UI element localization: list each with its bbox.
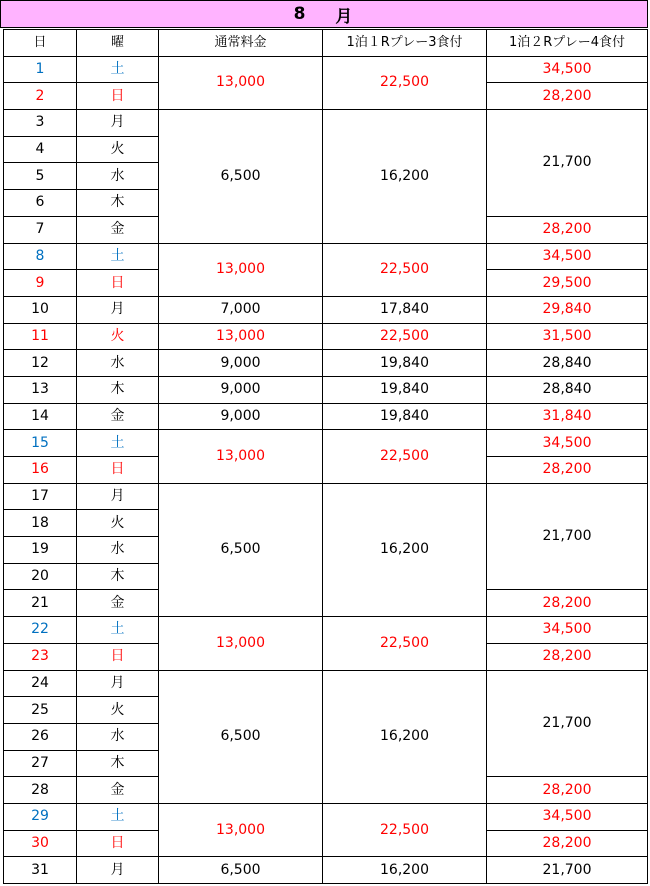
plan-1r-price-cell: 17,840 [323, 296, 487, 323]
table-row [4, 323, 648, 350]
table-row [4, 857, 648, 884]
day-cell: 1 [4, 56, 77, 83]
weekday-cell: 水 [77, 537, 159, 564]
weekday-cell: 水 [77, 163, 159, 190]
day-cell: 21 [4, 590, 77, 617]
plan-2r-price-cell: 28,200 [487, 643, 648, 670]
weekday-cell: 月 [77, 857, 159, 884]
header-day: 日 [4, 30, 77, 57]
regular-price-cell: 6,500 [159, 483, 323, 616]
day-cell: 24 [4, 670, 77, 697]
day-cell: 25 [4, 697, 77, 724]
day-cell: 19 [4, 537, 77, 564]
table-row [4, 430, 648, 457]
regular-price-cell: 13,000 [159, 56, 323, 109]
day-cell: 13 [4, 376, 77, 403]
plan-1r-price-cell: 22,500 [323, 243, 487, 296]
header-plan-1r: 1泊１Rプレー3食付 [323, 30, 487, 57]
day-cell: 18 [4, 510, 77, 537]
plan-1r-price-cell: 22,500 [323, 803, 487, 856]
weekday-cell: 木 [77, 190, 159, 217]
plan-2r-price-cell: 34,500 [487, 803, 648, 830]
weekday-cell: 木 [77, 376, 159, 403]
regular-price-cell: 9,000 [159, 376, 323, 403]
plan-1r-price-cell: 22,500 [323, 56, 487, 109]
table-row [4, 670, 648, 697]
table-row [4, 617, 648, 644]
regular-price-cell: 6,500 [159, 670, 323, 803]
plan-2r-price-cell: 21,700 [487, 857, 648, 884]
header-weekday: 曜 [77, 30, 159, 57]
day-cell: 2 [4, 83, 77, 110]
plan-1r-price-cell: 19,840 [323, 403, 487, 430]
weekday-cell: 土 [77, 243, 159, 270]
weekday-cell: 土 [77, 56, 159, 83]
day-cell: 6 [4, 190, 77, 217]
header-row [4, 30, 648, 57]
plan-1r-price-cell: 16,200 [323, 110, 487, 243]
table-row [4, 110, 648, 137]
plan-2r-price-cell: 21,700 [487, 110, 648, 217]
day-cell: 5 [4, 163, 77, 190]
day-cell: 17 [4, 483, 77, 510]
day-cell: 22 [4, 617, 77, 644]
table-row [4, 403, 648, 430]
table-row [4, 243, 648, 270]
day-cell: 15 [4, 430, 77, 457]
weekday-cell: 日 [77, 830, 159, 857]
plan-1r-price-cell: 16,200 [323, 483, 487, 616]
weekday-cell: 水 [77, 350, 159, 377]
regular-price-cell: 9,000 [159, 350, 323, 377]
weekday-cell: 土 [77, 803, 159, 830]
plan-2r-price-cell: 34,500 [487, 430, 648, 457]
day-cell: 4 [4, 136, 77, 163]
day-cell: 14 [4, 403, 77, 430]
plan-2r-price-cell: 28,200 [487, 830, 648, 857]
month-unit: 月 [335, 6, 355, 27]
price-table [3, 29, 648, 884]
table-row [4, 483, 648, 510]
weekday-cell: 金 [77, 777, 159, 804]
plan-2r-price-cell: 34,500 [487, 617, 648, 644]
weekday-cell: 木 [77, 563, 159, 590]
day-cell: 8 [4, 243, 77, 270]
month-number: 8 [293, 4, 308, 24]
weekday-cell: 水 [77, 723, 159, 750]
table-body [4, 56, 648, 883]
weekday-cell: 金 [77, 590, 159, 617]
plan-2r-price-cell: 28,200 [487, 457, 648, 484]
day-cell: 11 [4, 323, 77, 350]
day-cell: 9 [4, 270, 77, 297]
weekday-cell: 日 [77, 83, 159, 110]
weekday-cell: 火 [77, 136, 159, 163]
table-row [4, 296, 648, 323]
plan-1r-price-cell: 16,200 [323, 670, 487, 803]
weekday-cell: 木 [77, 750, 159, 777]
weekday-cell: 金 [77, 403, 159, 430]
plan-2r-price-cell: 28,200 [487, 590, 648, 617]
weekday-cell: 日 [77, 457, 159, 484]
day-cell: 10 [4, 296, 77, 323]
plan-2r-price-cell: 34,500 [487, 56, 648, 83]
plan-1r-price-cell: 22,500 [323, 617, 487, 670]
table-row [4, 803, 648, 830]
plan-1r-price-cell: 16,200 [323, 857, 487, 884]
table-row [4, 376, 648, 403]
regular-price-cell: 9,000 [159, 403, 323, 430]
day-cell: 12 [4, 350, 77, 377]
month-title [0, 0, 648, 28]
plan-1r-price-cell: 22,500 [323, 323, 487, 350]
plan-2r-price-cell: 34,500 [487, 243, 648, 270]
day-cell: 7 [4, 216, 77, 243]
plan-2r-price-cell: 28,200 [487, 216, 648, 243]
plan-2r-price-cell: 29,500 [487, 270, 648, 297]
header-regular-price: 通常料金 [159, 30, 323, 57]
weekday-cell: 火 [77, 697, 159, 724]
weekday-cell: 土 [77, 617, 159, 644]
plan-1r-price-cell: 22,500 [323, 430, 487, 483]
weekday-cell: 火 [77, 510, 159, 537]
day-cell: 31 [4, 857, 77, 884]
plan-1r-price-cell: 19,840 [323, 376, 487, 403]
weekday-cell: 月 [77, 110, 159, 137]
header-plan-2r: 1泊２Rプレー4食付 [487, 30, 648, 57]
weekday-cell: 金 [77, 216, 159, 243]
day-cell: 27 [4, 750, 77, 777]
day-cell: 26 [4, 723, 77, 750]
regular-price-cell: 7,000 [159, 296, 323, 323]
table-row [4, 350, 648, 377]
day-cell: 20 [4, 563, 77, 590]
regular-price-cell: 6,500 [159, 110, 323, 243]
regular-price-cell: 13,000 [159, 430, 323, 483]
plan-2r-price-cell: 31,500 [487, 323, 648, 350]
plan-2r-price-cell: 21,700 [487, 483, 648, 590]
day-cell: 23 [4, 643, 77, 670]
weekday-cell: 月 [77, 296, 159, 323]
weekday-cell: 月 [77, 483, 159, 510]
weekday-cell: 月 [77, 670, 159, 697]
plan-2r-price-cell: 28,200 [487, 83, 648, 110]
regular-price-cell: 13,000 [159, 803, 323, 856]
regular-price-cell: 13,000 [159, 243, 323, 296]
weekday-cell: 火 [77, 323, 159, 350]
weekday-cell: 土 [77, 430, 159, 457]
table-row [4, 56, 648, 83]
day-cell: 29 [4, 803, 77, 830]
regular-price-cell: 13,000 [159, 323, 323, 350]
day-cell: 3 [4, 110, 77, 137]
plan-2r-price-cell: 28,200 [487, 777, 648, 804]
day-cell: 16 [4, 457, 77, 484]
plan-1r-price-cell: 19,840 [323, 350, 487, 377]
regular-price-cell: 13,000 [159, 617, 323, 670]
plan-2r-price-cell: 21,700 [487, 670, 648, 777]
plan-2r-price-cell: 28,840 [487, 350, 648, 377]
weekday-cell: 日 [77, 643, 159, 670]
plan-2r-price-cell: 29,840 [487, 296, 648, 323]
plan-2r-price-cell: 28,840 [487, 376, 648, 403]
plan-2r-price-cell: 31,840 [487, 403, 648, 430]
day-cell: 28 [4, 777, 77, 804]
regular-price-cell: 6,500 [159, 857, 323, 884]
weekday-cell: 日 [77, 270, 159, 297]
day-cell: 30 [4, 830, 77, 857]
